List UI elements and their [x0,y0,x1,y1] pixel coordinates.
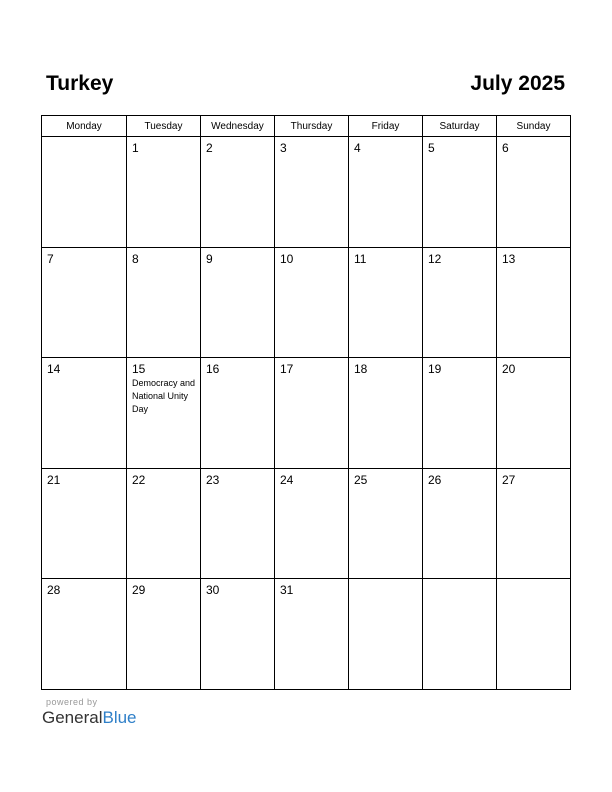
day-number: 23 [206,472,220,487]
week-row [42,579,571,690]
day-number: 29 [132,583,146,597]
day-number: 5 [428,141,435,155]
day-cell [423,468,497,579]
day-number: 7 [47,251,54,266]
day-cell [497,468,571,579]
day-number: 27 [502,472,516,487]
day-number: 24 [280,472,294,487]
day-cell [42,579,127,690]
day-number: 10 [280,251,294,266]
day-cell [349,468,423,579]
day-number: 25 [354,472,368,487]
day-cell [497,137,571,248]
day-cell [127,468,201,579]
day-cell [423,358,497,469]
month-title: July 2025 [470,72,565,95]
day-number: 16 [206,362,220,376]
brand-general-text: General [42,708,103,727]
day-number: 9 [206,251,213,266]
day-number: 11 [354,251,367,266]
day-number: 13 [502,251,516,266]
day-cell [127,137,201,248]
day-cell [497,358,571,469]
day-cell [42,247,127,358]
holiday-label: Democracy and National Unity Day [132,378,196,414]
week-row [42,358,571,469]
day-number: 21 [47,472,61,487]
day-cell [127,358,201,469]
day-number: 28 [47,583,61,597]
calendar-grid [41,115,571,690]
day-cell [349,358,423,469]
day-number: 15 [132,362,146,376]
day-cell [497,247,571,358]
day-number: 22 [132,472,146,487]
day-number: 2 [206,141,213,155]
day-number: 6 [502,141,509,155]
day-number: 8 [132,251,139,266]
day-number: 3 [280,141,287,155]
day-cell [42,358,127,469]
day-number: 4 [354,141,361,155]
weekday-thursday: Thursday [275,116,349,137]
day-cell [423,247,497,358]
day-cell [349,579,423,690]
week-row [42,137,571,248]
brand-blue-text: Blue [102,708,137,727]
week-row [42,247,571,358]
day-cell [275,579,349,690]
weekday-monday: Monday [42,116,127,137]
day-number: 12 [428,251,442,266]
day-cell [201,137,275,248]
day-cell [127,247,201,358]
day-cell [423,137,497,248]
day-cell [127,579,201,690]
day-number: 20 [502,362,516,376]
weekday-wednesday: Wednesday [201,116,275,137]
day-cell [275,247,349,358]
day-number: 19 [428,362,442,376]
day-cell [275,468,349,579]
weekday-friday: Friday [349,116,423,137]
day-cell [201,468,275,579]
day-cell [201,358,275,469]
powered-by-label: powered by [46,697,98,707]
day-cell [275,137,349,248]
weekday-header-row [42,116,571,137]
day-cell [423,579,497,690]
day-cell [42,137,127,248]
day-number: 14 [47,362,61,376]
day-cell [42,468,127,579]
day-cell [349,247,423,358]
day-cell [275,358,349,469]
country-title: Turkey [46,72,114,95]
day-number: 17 [280,362,294,376]
weekday-sunday: Sunday [497,116,571,137]
weekday-tuesday: Tuesday [127,116,201,137]
day-cell [349,137,423,248]
generalblue-logo[interactable] [42,708,137,728]
day-cell [201,247,275,358]
day-number: 30 [206,583,220,597]
day-number: 1 [132,141,139,155]
day-cell [497,579,571,690]
day-cell [201,579,275,690]
weekday-saturday: Saturday [423,116,497,137]
week-row [42,468,571,579]
day-number: 31 [280,583,294,597]
day-number: 26 [428,472,442,487]
day-number: 18 [354,362,368,376]
